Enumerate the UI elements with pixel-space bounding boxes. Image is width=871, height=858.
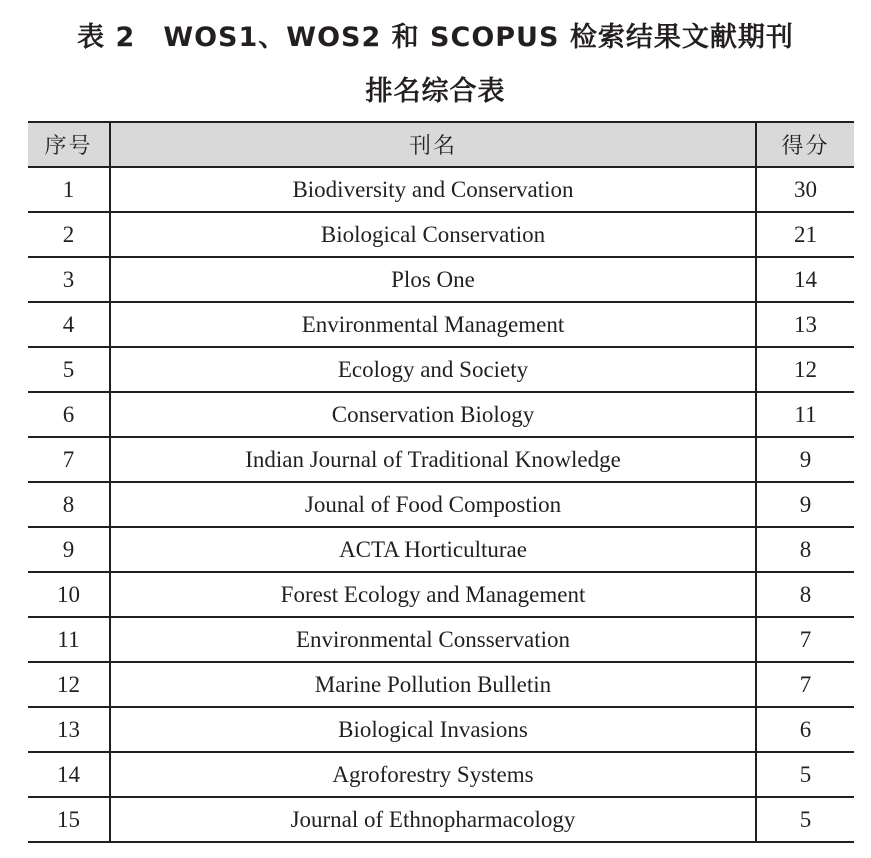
table-caption-line-1: 表 2 WOS1、WOS2 和 SCOPUS 检索结果文献期刊	[77, 22, 794, 53]
journal-name-cell: Marine Pollution Bulletin	[110, 662, 756, 707]
table-row	[28, 752, 854, 797]
serial-number-cell: 10	[28, 572, 110, 617]
serial-number-cell: 4	[28, 302, 110, 347]
score-cell: 12	[756, 347, 854, 392]
score-cell: 8	[756, 527, 854, 572]
table-row	[28, 167, 854, 212]
journal-name-cell: ACTA Horticulturae	[110, 527, 756, 572]
journal-name-cell: Plos One	[110, 257, 756, 302]
score-cell: 8	[756, 572, 854, 617]
table-row	[28, 617, 854, 662]
score-cell: 9	[756, 437, 854, 482]
table-row	[28, 572, 854, 617]
header-journal-name: 刊名	[110, 122, 756, 167]
table-row	[28, 347, 854, 392]
serial-number-cell: 13	[28, 707, 110, 752]
serial-number-cell: 7	[28, 437, 110, 482]
serial-number-cell: 2	[28, 212, 110, 257]
journal-name-cell: Agroforestry Systems	[110, 752, 756, 797]
journal-name-cell: Biological Invasions	[110, 707, 756, 752]
score-cell: 11	[756, 392, 854, 437]
journal-name-cell: Environmental Consservation	[110, 617, 756, 662]
table-caption-line-2: 排名综合表	[365, 76, 506, 107]
header-row	[28, 122, 854, 167]
table-row	[28, 257, 854, 302]
header-serial-number: 序号	[28, 122, 110, 167]
journal-name-cell: Biodiversity and Conservation	[110, 167, 756, 212]
table-row	[28, 392, 854, 437]
score-cell: 30	[756, 167, 854, 212]
journal-name-cell: Indian Journal of Traditional Knowledge	[110, 437, 756, 482]
score-cell: 6	[756, 707, 854, 752]
journal-name-cell: Conservation Biology	[110, 392, 756, 437]
header-score: 得分	[756, 122, 854, 167]
score-cell: 5	[756, 797, 854, 842]
serial-number-cell: 11	[28, 617, 110, 662]
score-cell: 21	[756, 212, 854, 257]
journal-name-cell: Ecology and Society	[110, 347, 756, 392]
table-row	[28, 302, 854, 347]
journal-name-cell: Forest Ecology and Management	[110, 572, 756, 617]
score-cell: 9	[756, 482, 854, 527]
score-cell: 7	[756, 662, 854, 707]
score-cell: 14	[756, 257, 854, 302]
score-cell: 13	[756, 302, 854, 347]
journal-name-cell: Journal of Ethnopharmacology	[110, 797, 756, 842]
journal-name-cell: Environmental Management	[110, 302, 756, 347]
table-row	[28, 482, 854, 527]
table-body	[28, 167, 854, 842]
serial-number-cell: 1	[28, 167, 110, 212]
journal-name-cell: Jounal of Food Compostion	[110, 482, 756, 527]
score-cell: 7	[756, 617, 854, 662]
journal-ranking-table	[28, 121, 854, 843]
serial-number-cell: 3	[28, 257, 110, 302]
table-header	[28, 122, 854, 167]
serial-number-cell: 5	[28, 347, 110, 392]
table-row	[28, 662, 854, 707]
serial-number-cell: 8	[28, 482, 110, 527]
table-row	[28, 527, 854, 572]
journal-name-cell: Biological Conservation	[110, 212, 756, 257]
table-row	[28, 797, 854, 842]
table-row	[28, 437, 854, 482]
serial-number-cell: 15	[28, 797, 110, 842]
serial-number-cell: 14	[28, 752, 110, 797]
serial-number-cell: 9	[28, 527, 110, 572]
serial-number-cell: 12	[28, 662, 110, 707]
score-cell: 5	[756, 752, 854, 797]
serial-number-cell: 6	[28, 392, 110, 437]
table-row	[28, 212, 854, 257]
table-row	[28, 707, 854, 752]
